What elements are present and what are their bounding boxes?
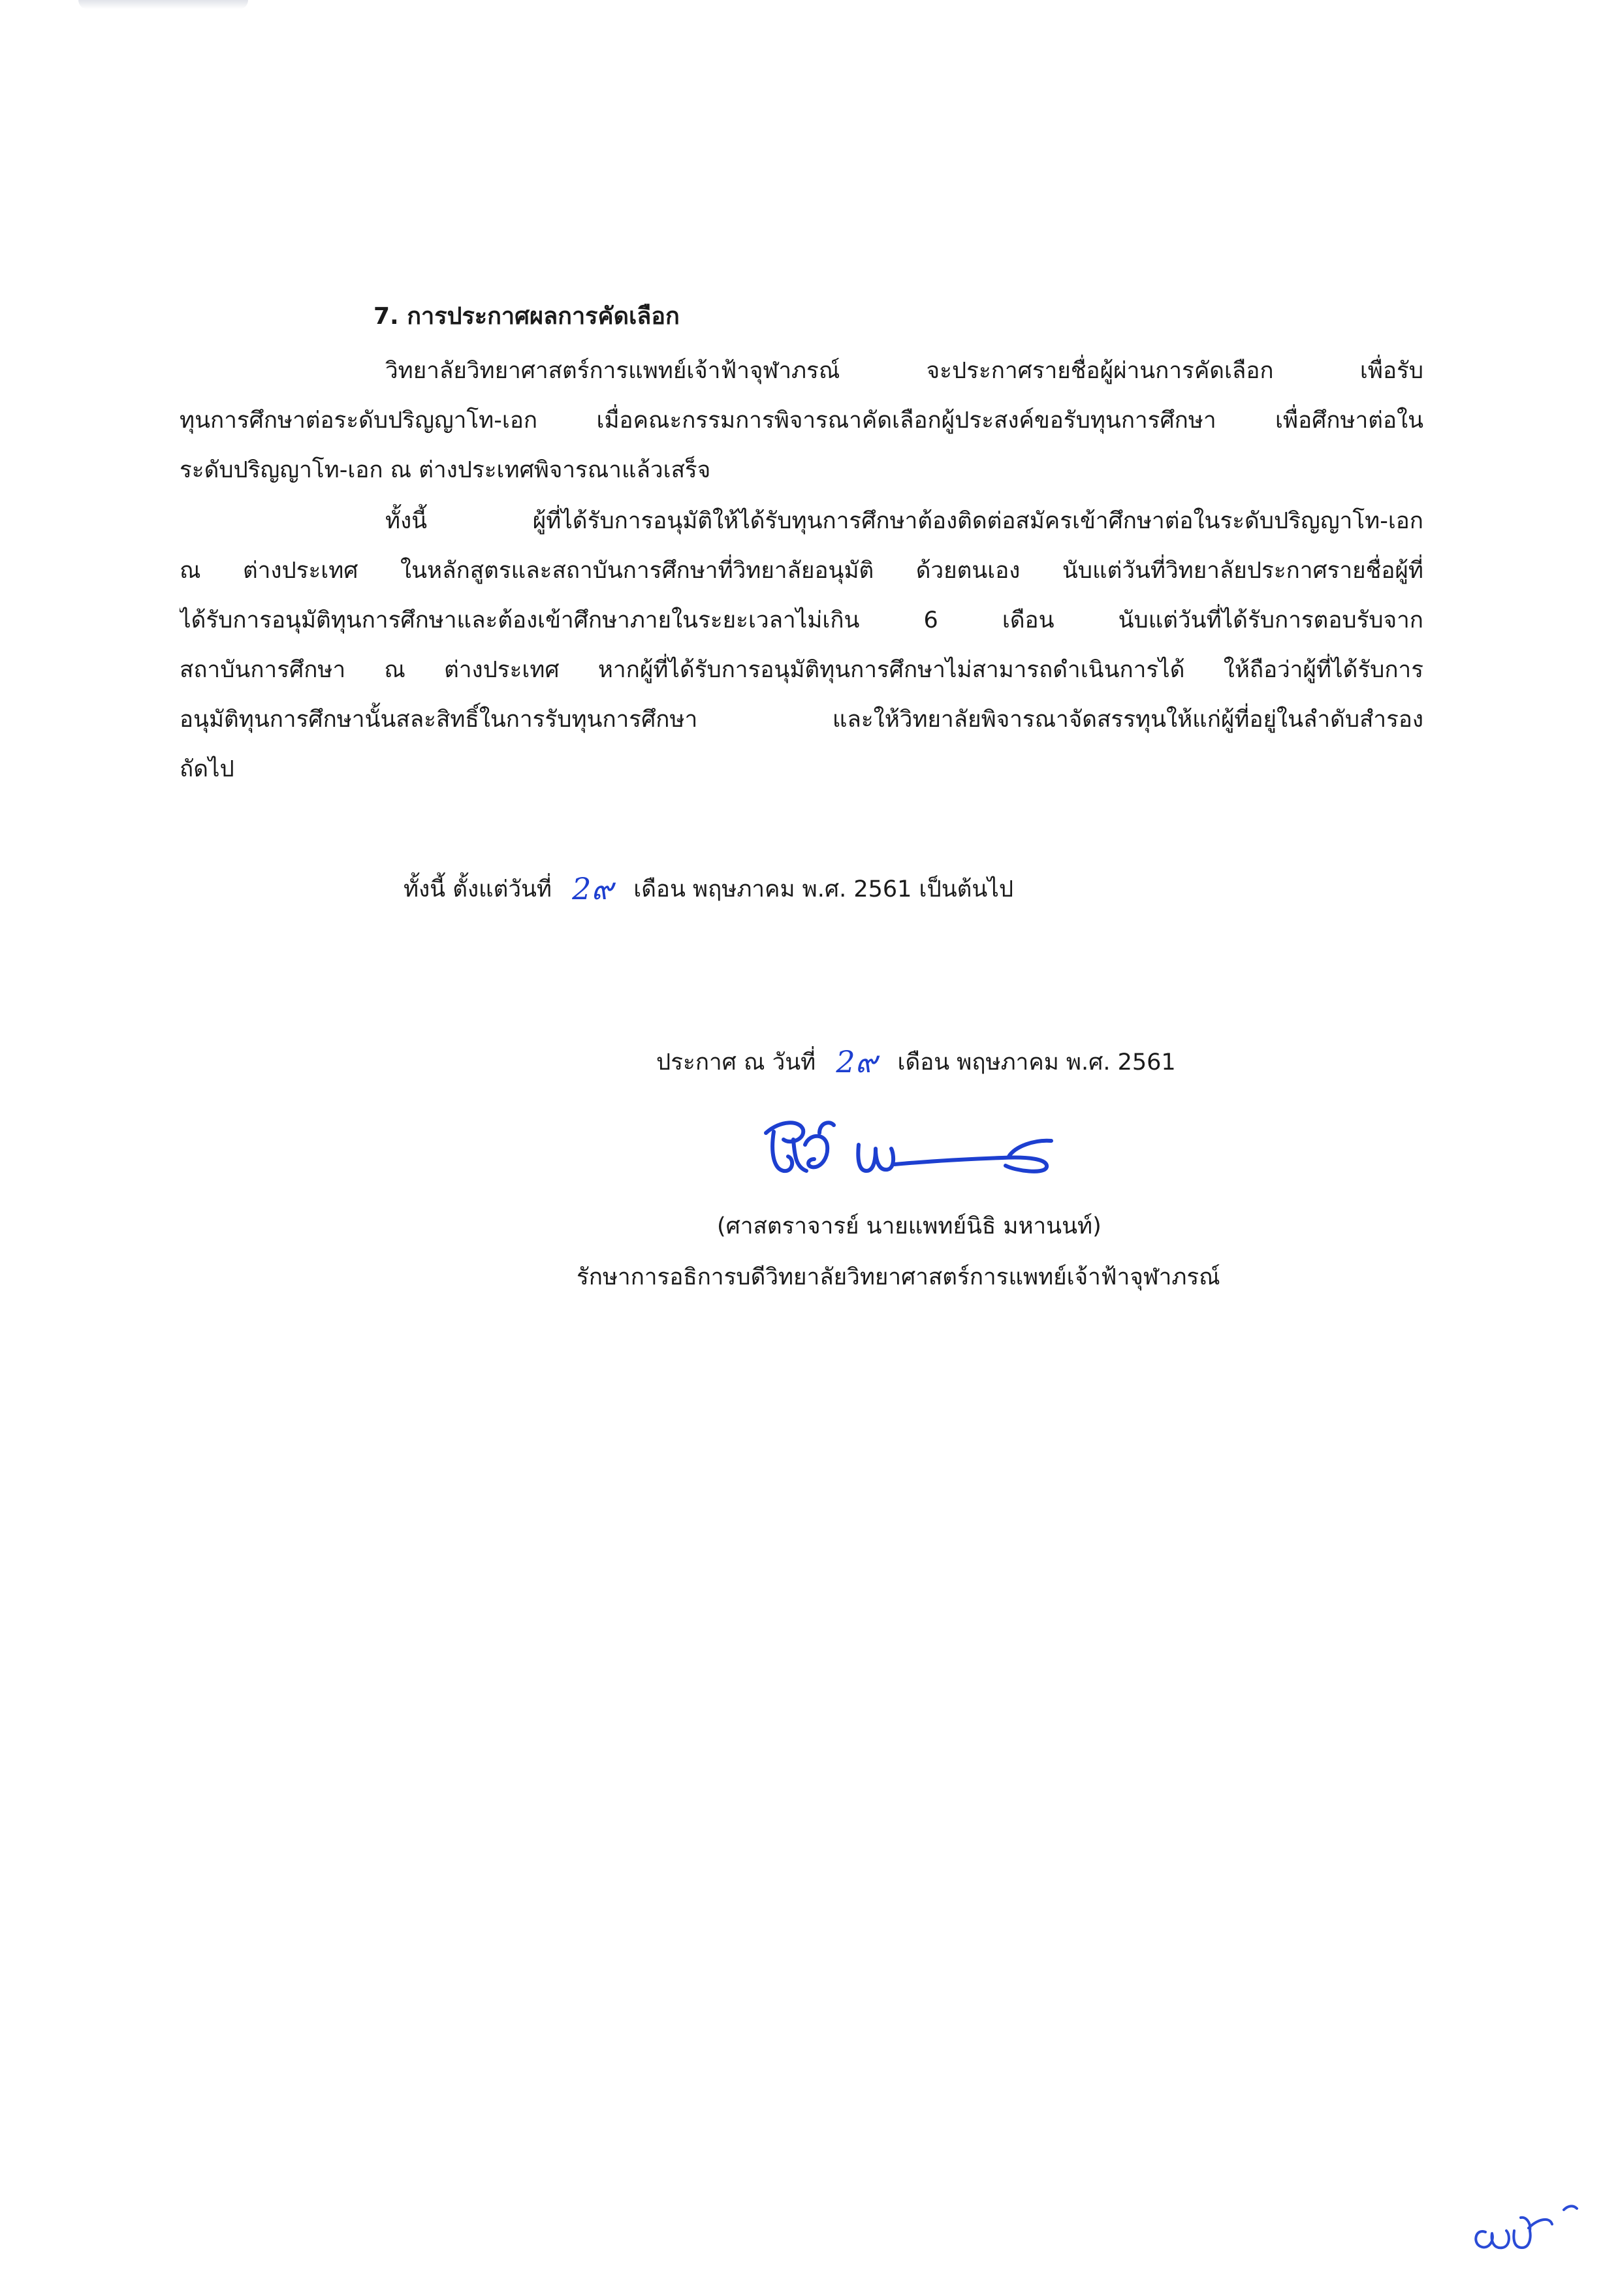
effective-date-line — [404, 865, 1013, 913]
paragraph-line: ได้รับการอนุมัติทุนการศึกษาและต้องเข้าศึกษาภายในระยะเวลาไม่เกิน 6 เดือน นับแต่วันที่ได้รับการตอบรับจาก — [180, 607, 1423, 633]
paragraph-line: ณ ต่างประเทศ ในหลักสูตรและสถาบันการศึกษาที่วิทยาลัยอนุมัติ ด้วยตนเอง นับแต่วันที่วิทยาลัยประกาศรายชื่อผู้ที่ — [180, 558, 1423, 584]
signer-title: รักษาการอธิการบดีวิทยาลัยวิทยาศาสตร์การแพทย์เจ้าฟ้าจุฬาภรณ์ — [577, 1264, 1220, 1290]
signature-graphic — [754, 1094, 1061, 1192]
signature-stroke — [772, 1132, 792, 1171]
signer-name: (ศาสตราจารย์ นายแพทย์นิธิ มหานนท์) — [717, 1213, 1102, 1239]
announcement-date-prefix: ประกาศ ณ วันที่ — [656, 1049, 816, 1076]
paragraph-line: ทุนการศึกษาต่อระดับปริญญาโท-เอก เมื่อคณะกรรมการพิจารณาคัดเลือกผู้ประสงค์ขอรับทุนการศึกษา เพื่อศึกษาต่อใน — [180, 407, 1423, 434]
announcement-date-day-handwritten: 2๙ — [836, 1044, 878, 1079]
paragraph-line: วิทยาลัยวิทยาศาสตร์การแพทย์เจ้าฟ้าจุฬาภรณ์ จะประกาศรายชื่อผู้ผ่านการคัดเลือก เพื่อรับ — [385, 358, 1423, 384]
effective-date-day-handwritten: 2๙ — [572, 871, 614, 906]
paragraph-line: ทั้งนี้ ผู้ที่ได้รับการอนุมัติให้ได้รับทุนการศึกษาต้องติดต่อสมัครเข้าศึกษาต่อในระดับปริญญาโท-เอก — [385, 508, 1423, 534]
signature-stroke — [895, 1158, 1047, 1172]
section-heading: 7. การประกาศผลการคัดเลือก — [373, 303, 680, 330]
paragraph-conditions — [180, 496, 1423, 794]
effective-date-prefix: ทั้งนี้ ตั้งแต่วันที่ — [404, 876, 552, 902]
effective-date-suffix: เดือน พฤษภาคม พ.ศ. 2561 เป็นต้นไป — [633, 876, 1014, 902]
paragraph-line: ถัดไป — [180, 756, 234, 782]
signature-stroke — [1009, 1141, 1051, 1156]
scan-artifact — [78, 0, 248, 9]
paragraph-line: ระดับปริญญาโท-เอก ณ ต่างประเทศพิจารณาแล้วเสร็จ — [180, 457, 711, 483]
initials-stroke — [1529, 2220, 1552, 2228]
initials-stroke — [1564, 2206, 1577, 2210]
announcement-date-suffix: เดือน พฤษภาคม พ.ศ. 2561 — [897, 1049, 1176, 1076]
initials-stroke — [1514, 2218, 1530, 2248]
paragraph-line: สถาบันการศึกษา ณ ต่างประเทศ หากผู้ที่ได้รับการอนุมัติทุนการศึกษาไม่สามารถดำเนินการได้ ให้ถือว่าผู้ที่ได้รับการ — [180, 657, 1423, 683]
signature-stroke — [805, 1136, 827, 1168]
announcement-date-line — [656, 1038, 1176, 1086]
signature-stroke — [858, 1145, 893, 1171]
signature-stroke — [819, 1123, 834, 1133]
paragraph-line: อนุมัติทุนการศึกษานั้นสละสิทธิ์ในการรับทุนการศึกษา และให้วิทยาลัยพิจารณาจัดสรรทุนให้แก่ผู้ที่อยู่ในลำดับสำรอง — [180, 707, 1423, 733]
paragraph-announcement — [180, 346, 1423, 495]
handwritten-initials-graphic — [1466, 2194, 1590, 2259]
initials-stroke — [1476, 2231, 1509, 2248]
